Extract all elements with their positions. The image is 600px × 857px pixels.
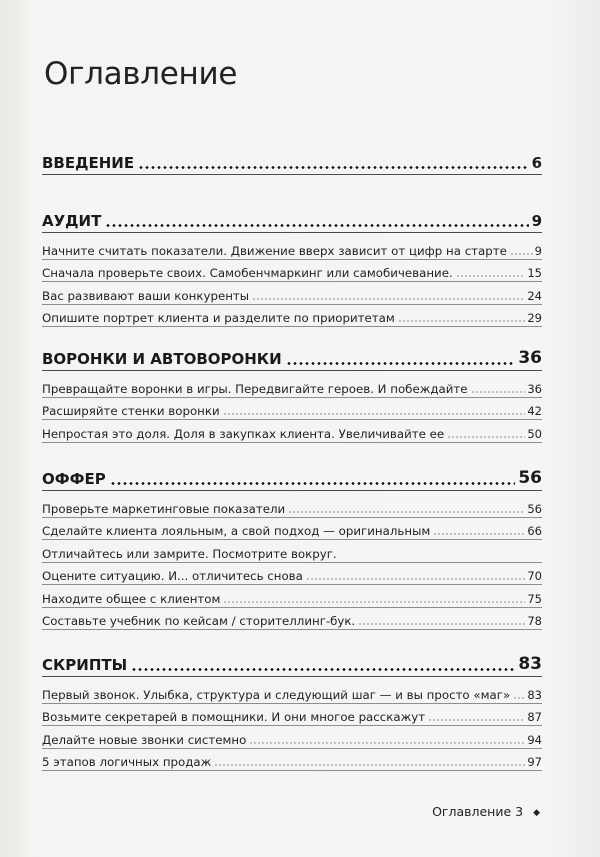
dot-leader bbox=[223, 601, 525, 603]
section-heading[interactable] bbox=[42, 342, 542, 371]
section-title: ВВЕДЕНИЕ bbox=[42, 154, 135, 172]
toc-section bbox=[42, 204, 542, 327]
section-page-number: 56 bbox=[518, 468, 542, 488]
section-heading[interactable] bbox=[42, 648, 542, 677]
dot-leader bbox=[428, 719, 525, 721]
section-title: ВОРОНКИ И АВТОВОРОНКИ bbox=[42, 350, 282, 368]
entry-page-number: 97 bbox=[527, 755, 542, 769]
entry-page-number: 9 bbox=[534, 243, 542, 258]
section-page-number: 36 bbox=[518, 348, 542, 368]
entry-title: Опишите портрет клиента и разделите по приоритетам bbox=[42, 311, 395, 325]
dot-leader bbox=[340, 556, 540, 558]
dot-leader bbox=[288, 511, 525, 513]
section-heading[interactable] bbox=[42, 146, 542, 175]
section-page-number: 9 bbox=[531, 212, 542, 230]
page-footer bbox=[380, 804, 540, 819]
toc-entry[interactable] bbox=[42, 704, 542, 727]
entry-title: Возьмите секретарей в помощники. И они многое расскажут bbox=[42, 710, 426, 724]
toc-entry[interactable] bbox=[42, 398, 542, 421]
dot-leader bbox=[358, 623, 525, 625]
dot-leader bbox=[223, 413, 526, 415]
section-heading[interactable] bbox=[42, 462, 542, 491]
toc-entry[interactable] bbox=[42, 375, 542, 398]
dot-leader bbox=[398, 320, 526, 322]
entry-title: Расширяйте стенки воронки bbox=[42, 404, 220, 418]
toc-entry[interactable] bbox=[42, 681, 542, 704]
dot-leader bbox=[447, 436, 525, 438]
dot-leader bbox=[249, 742, 525, 744]
entry-title: Начните считать показатели. Движение вверх зависит от цифр на старте bbox=[42, 243, 507, 258]
entry-page-number: 56 bbox=[527, 501, 542, 516]
folio-page-number: 3 bbox=[515, 804, 524, 819]
toc-entry[interactable] bbox=[42, 495, 542, 518]
entry-title: Составьте учебник по кейсам / сторителлинг-бук. bbox=[42, 614, 356, 628]
dot-leader bbox=[471, 391, 526, 393]
toc-entry[interactable] bbox=[42, 420, 542, 443]
dot-leader bbox=[252, 298, 525, 300]
section-page-number: 83 bbox=[518, 654, 542, 674]
entry-title: Первый звонок. Улыбка, структура и следующий шаг — и вы просто «маг» bbox=[42, 687, 511, 702]
toc-entry[interactable] bbox=[42, 518, 542, 541]
toc-entry[interactable] bbox=[42, 305, 542, 328]
entry-title: Вас развивают ваши конкуренты bbox=[42, 288, 250, 303]
entry-title: Делайте новые звонки системно bbox=[42, 732, 247, 747]
dot-leader bbox=[286, 362, 516, 365]
page-title: Оглавление bbox=[44, 56, 238, 92]
dot-leader bbox=[456, 275, 526, 277]
entry-page-number: 42 bbox=[527, 404, 542, 418]
entry-page-number: 75 bbox=[527, 591, 542, 606]
entry-page-number: 78 bbox=[527, 614, 542, 628]
toc-entry[interactable] bbox=[42, 749, 542, 772]
toc-entry[interactable] bbox=[42, 726, 542, 749]
entry-title: Проверьте маркетинговые показатели bbox=[42, 501, 286, 516]
entry-page-number: 87 bbox=[527, 710, 542, 724]
toc-entry[interactable] bbox=[42, 585, 542, 608]
toc-section bbox=[42, 648, 542, 771]
section-heading[interactable] bbox=[42, 204, 542, 233]
entry-title: Находите общее с клиентом bbox=[42, 591, 221, 606]
section-page-number: 6 bbox=[531, 154, 542, 172]
toc-entry[interactable] bbox=[42, 608, 542, 631]
dot-leader bbox=[433, 533, 525, 535]
toc-entry[interactable] bbox=[42, 540, 542, 563]
entry-page-number: 24 bbox=[527, 288, 542, 303]
entry-page-number: 15 bbox=[527, 266, 542, 280]
section-title: АУДИТ bbox=[42, 212, 102, 230]
dot-leader bbox=[306, 578, 525, 580]
entry-title: 5 этапов логичных продаж bbox=[42, 755, 212, 769]
entry-title: Сделайте клиента лояльным, а свой подход — оригинальным bbox=[42, 524, 431, 538]
toc-entry[interactable] bbox=[42, 237, 542, 260]
entry-title: Отличайтесь или замрите. Посмотрите вокруг. bbox=[42, 546, 337, 561]
entry-title: Превращайте воронки в игры. Передвигайте героев. И побеждайте bbox=[42, 381, 468, 396]
dot-leader bbox=[513, 697, 525, 699]
running-footer-label: Оглавление bbox=[432, 804, 512, 819]
toc-entry[interactable] bbox=[42, 563, 542, 586]
toc-entry[interactable] bbox=[42, 282, 542, 305]
entry-title: Сначала проверьте своих. Самобенчмаркинг или самобичевание. bbox=[42, 266, 453, 280]
toc-section bbox=[42, 462, 542, 630]
dot-leader bbox=[510, 253, 533, 255]
toc-section bbox=[42, 342, 542, 443]
entry-page-number: 94 bbox=[527, 732, 542, 747]
toc-section bbox=[42, 146, 542, 175]
dot-leader bbox=[105, 224, 528, 227]
dot-leader bbox=[214, 764, 525, 766]
dot-leader bbox=[131, 668, 515, 671]
toc-entry[interactable] bbox=[42, 260, 542, 283]
entry-page-number: 29 bbox=[527, 311, 542, 325]
entry-page-number: 83 bbox=[527, 687, 542, 702]
entry-title: Непростая это доля. Доля в закупках клиента. Увеличивайте ее bbox=[42, 426, 445, 441]
entry-page-number: 66 bbox=[527, 524, 542, 538]
entry-page-number: 70 bbox=[527, 569, 542, 583]
diamond-icon: ◆ bbox=[533, 808, 540, 818]
entry-title: Оцените ситуацию. И... отличитесь снова bbox=[42, 569, 303, 583]
entry-page-number: 36 bbox=[527, 381, 542, 396]
section-title: ОФФЕР bbox=[42, 470, 106, 488]
entry-page-number: 50 bbox=[527, 426, 542, 441]
dot-leader bbox=[110, 482, 516, 485]
section-title: СКРИПТЫ bbox=[42, 656, 128, 674]
dot-leader bbox=[138, 166, 528, 169]
